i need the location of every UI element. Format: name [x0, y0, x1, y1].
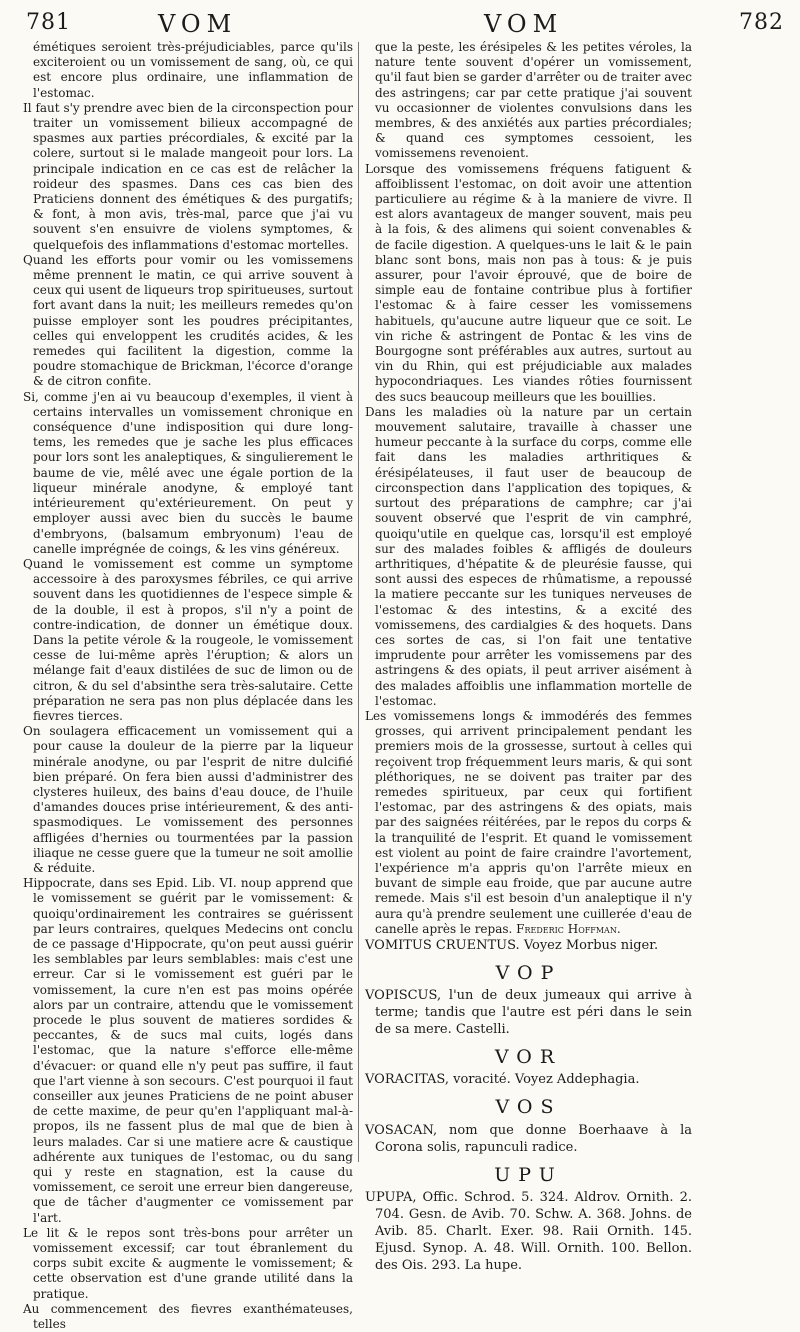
paragraph-text: émétiques seroient très-préjudiciables, parce qu'ils exciteroient ou un vomissement de sang, où, ce qui est encore plus ordinaire, une inflammation de l'estomac. — [33, 40, 353, 100]
paragraph — [365, 162, 692, 405]
paragraph-text: On soulagera efficacement un vomissement qui a pour cause la douleur de la pierre par la liqueur minérale anodyne, ou par l'esprit de nitre dulcifié bien préparé. On fera bien aussi d'administrer des clysteres huileux, des bains d'eau douce, de l'huile d'amandes douces prise intérieurement, & des anti-spasmodiques. Le vomissement des personnes affligées d'hernies ou tourmentées par la passion iliaque ne cesse guere que la tumeur ne soit amollie & réduite. — [23, 724, 353, 875]
paragraph — [23, 724, 353, 876]
continued-paragraph — [365, 40, 692, 162]
paragraph-text: VOMITUS CRUENTUS. Voyez Morbus niger. — [365, 937, 659, 953]
paragraph-text: VOP — [495, 961, 562, 984]
dictionary-entry — [365, 1071, 692, 1088]
section-heading — [365, 961, 692, 984]
section-heading — [365, 1163, 692, 1186]
paragraph-text: Quand le vomissement est comme un symptome accessoire à des paroxysmes fébriles, ce qui arrive souvent dans les quotidiennes de l'espece simple & de la double, il est à propos, s'il n'y a point de contre-indication, de donner un émétique doux. Dans la petite vérole & la rougeole, le vomissement cesse de lui-même après l'éruption; & alors un mélange fait d'eaux distilées de suc de limon ou de citron, & du sel d'absinthe sera très-salutaire. Cette préparation ne sera pas non plus déplacée dans les fievres tierces. — [23, 556, 353, 723]
paragraph-text: VORACITAS, voracité. Voyez Addephagia. — [365, 1072, 640, 1088]
paragraph-text: Si, comme j'en ai vu beaucoup d'exemples, il vient à certains intervalles un vomissement chronique en conséquence d'une indisposition qui dure long-tems, les remedes que je sache les plus efficaces pour lors sont les analeptiques, & singulierement le baume de vie, mêlé avec une égale portion de la liqueur minérale anodyne, & employé tant intérieurement qu'extérieurement. On peut y employer aussi avec bien du succès le baume d'embryons, (balsamum embryonum) l'eau de canelle imprégnée de coings, & les vins généreux. — [23, 389, 353, 556]
section-heading — [365, 1096, 692, 1119]
dictionary-entry — [365, 1189, 692, 1274]
paragraph-text: VOS — [495, 1096, 562, 1119]
paragraph — [23, 557, 353, 724]
continued-paragraph — [23, 40, 353, 101]
paragraph — [23, 1226, 353, 1302]
dictionary-entry — [365, 937, 692, 954]
left-running-head: VOM — [158, 10, 238, 38]
author-signature: Frederic Hoffman. — [516, 921, 621, 936]
section-heading — [365, 1046, 692, 1069]
right-column — [365, 40, 692, 1274]
paragraph-text: Dans les maladies où la nature par un certain mouvement salutaire, travaille à chasser une humeur peccante à la surface du corps, comme elle fait dans les maladies arthritiques & érésipélateuses, il faut user de beaucoup de circonspection dans l'application des topiques, & surtout des préparations de camphre; car j'ai souvent observé que l'esprit de vin camphré, quoiqu'utile en quelque cas, lorsqu'il est employé sur des malades foibles & affligés de douleurs arthritiques, d'hépatite & de pleurésie fausse, qui sont aussi des especes de rhûmatisme, a repoussé la matiere peccante sur les tuniques nerveuses de l'estomac & des intestins, & a excité des vomissemens, des cardialgies & des hoquets. Dans ces sortes de cas, si l'on fait une tentative imprudente pour arrêter les vomissemens par des astringens & des opiats, il peut arriver aisément à des malades affoiblis une inflammation mortelle de l'estomac. — [365, 404, 692, 708]
paragraph — [365, 709, 692, 937]
paragraph — [23, 1302, 353, 1332]
left-column — [23, 40, 353, 1332]
paragraph-text: Hippocrate, dans ses Epid. Lib. VI. noup apprend que le vomissement se guérit par le vomissement: & quoiqu'ordinairement les contraires se guérissent par leurs contraires, quelques Medecins ont conclu de ce passage d'Hippocrate, qu'on peut aussi guérir les semblables par leurs semblables: mais c'est une erreur. Car si le vomissement est guéri par le vomissement, la cure n'en est pas moins opérée alors par un contraire, attendu que le vomissement procede le plus souvent de matieres sordides & peccantes, & de sucs mal cuits, logés dans l'estomac, que la nature s'efforce elle-même d'évacuer: or quand elle n'y peut pas suffire, il faut que l'art vienne à son secours. C'est pourquoi il faut conseiller aux jeunes Praticiens de ne point abuser de cette maxime, de peur qu'en l'appliquant mal-à-propos, ils ne fassent plus de mal que de bien à leurs malades. Car si une matiere acre & caustique adhérente aux tuniques de l'estomac, ou du sang qui y reste en stagnation, est la cause du vomissement, ce seroit une erreur bien dangereuse, que de tâcher d'augmenter ce vomissement par l'art. — [23, 876, 353, 1225]
dictionary-entry — [365, 1122, 692, 1156]
paragraph-text: que la peste, les érésipeles & les petites véroles, la nature tente souvent d'opérer un vomissement, qu'il faut bien se garder d'arrêter ou de traiter avec des astringens; car par cette pratique j'ai souvent vu occasionner de violentes convulsions dans les membres, & des anxiétés aux parties précordiales; & quand ces symptomes cessoient, les vomissemens revenoient. — [375, 40, 692, 161]
paragraph — [23, 101, 353, 253]
paragraph-text: VOPISCUS, l'un de deux jumeaux qui arrive à terme; tandis que l'autre est péri dans le sein de sa mere. Castelli. — [365, 988, 692, 1038]
paragraph-text: VOSACAN, nom que donne Boerhaave à la Corona solis, rapunculi radice. — [365, 1122, 692, 1155]
right-running-head: VOM — [484, 10, 564, 38]
left-page-number: 781 — [26, 10, 71, 35]
column-rule — [358, 42, 359, 1162]
right-page-number: 782 — [739, 10, 784, 35]
dictionary-entry — [365, 987, 692, 1038]
paragraph-text: VOR — [494, 1046, 563, 1069]
paragraph-text: Lorsque des vomissemens fréquens fatiguent & affoiblissent l'estomac, on doit avoir une attention particuliere au régime & à la maniere de vivre. Il est alors avantageux de manger souvent, mais peu à la fois, & des alimens qui soient convenables & de facile digestion. A quelques-uns le lait & le pain blanc sont bons, mais non pas à tous: & je puis assurer, pour l'avoir éprouvé, que de boire de simple eau de fontaine contribue plus à fortifier l'estomac & à faire cesser les vomissemens habituels, qu'aucune autre liqueur que ce soit. Le vin riche & astringent de Pontac & les vins de Bourgogne sont préférables aux autres, surtout au vin du Rhin, qui est préjudiciable aux malades hypocondriaques. Les viandes rôties fournissent des sucs beaucoup meilleurs que les bouillies. — [365, 161, 692, 404]
paragraph-text: Il faut s'y prendre avec bien de la circonspection pour traiter un vomissement bilieux accompagné de spasmes aux parties précordiales, & excité par la colere, surtout si le malade mangeoit pour lors. La principale indication en ce cas est de relâcher la roideur des spasmes. Dans ces cas bien des Praticiens donnent des émétiques & des purgatifs; & font, à mon avis, très-mal, parce que j'ai vu souvent s'en ensuivre de violens symptomes, & quelquefois des inflammations d'estomac mortelles. — [23, 100, 353, 252]
paragraph-text: UPUPA, Offic. Schrod. 5. 324. Aldrov. Ornith. 2. 704. Gesn. de Avib. 70. Schw. A. 368. Johns. de Avib. 85. Charlt. Exer. 98. Raii Ornith. 145. Ejusd. Synop. A. 48. Will. Ornith. 100. Bellon. des Ois. 293. La hupe. — [365, 1189, 692, 1273]
paragraph-text: Le lit & le repos sont très-bons pour arrêter un vomissement excessif; car tout ébranlement du corps subit excite & augmente le vomissement; & cette observation est d'une grande utilité dans la pratique. — [23, 1225, 353, 1301]
paragraph — [23, 253, 353, 390]
paragraph — [23, 876, 353, 1226]
paragraph-text: UPU — [494, 1163, 563, 1186]
paragraph — [365, 405, 692, 709]
paragraph-text: Les vomissemens longs & immodérés des femmes grosses, qui arrivent principalement pendant les premiers mois de la grossesse, surtout à celles qui reçoivent trop fréquemment leurs maris, & qui sont pléthoriques, ne se doivent pas traiter par des remedes spiritueux, par ceux qui fortifient l'estomac, par des astringens & des opiats, mais par des saignées réitérées, par le repos du corps & la tranquilité de l'esprit. Et quand le vomissement est violent au point de faire craindre l'avortement, l'expérience m'a appris qu'on l'arrête mieux en buvant de simple eau froide, que par aucune autre remede. Mais s'il est besoin d'un analeptique il n'y aura qu'à prendre seulement une cuillerée d'eau de canelle après le repas. — [365, 708, 692, 936]
paragraph-text: Au commencement des fievres exanthémateuses, telles — [23, 1301, 353, 1332]
paragraph-text: Quand les efforts pour vomir ou les vomissemens même prennent le matin, ce qui arrive souvent à ceux qui usent de liqueurs trop spiritueuses, surtout fort avant dans la nuit; les meilleurs remedes qu'on puisse employer sont les poudres précipitantes, celles qui enveloppent les crudités acides, & les remedes qui facilitent la digestion, comme la poudre stomachique de Brickman, l'écorce d'orange & de citron confite. — [23, 252, 353, 389]
paragraph — [23, 390, 353, 557]
